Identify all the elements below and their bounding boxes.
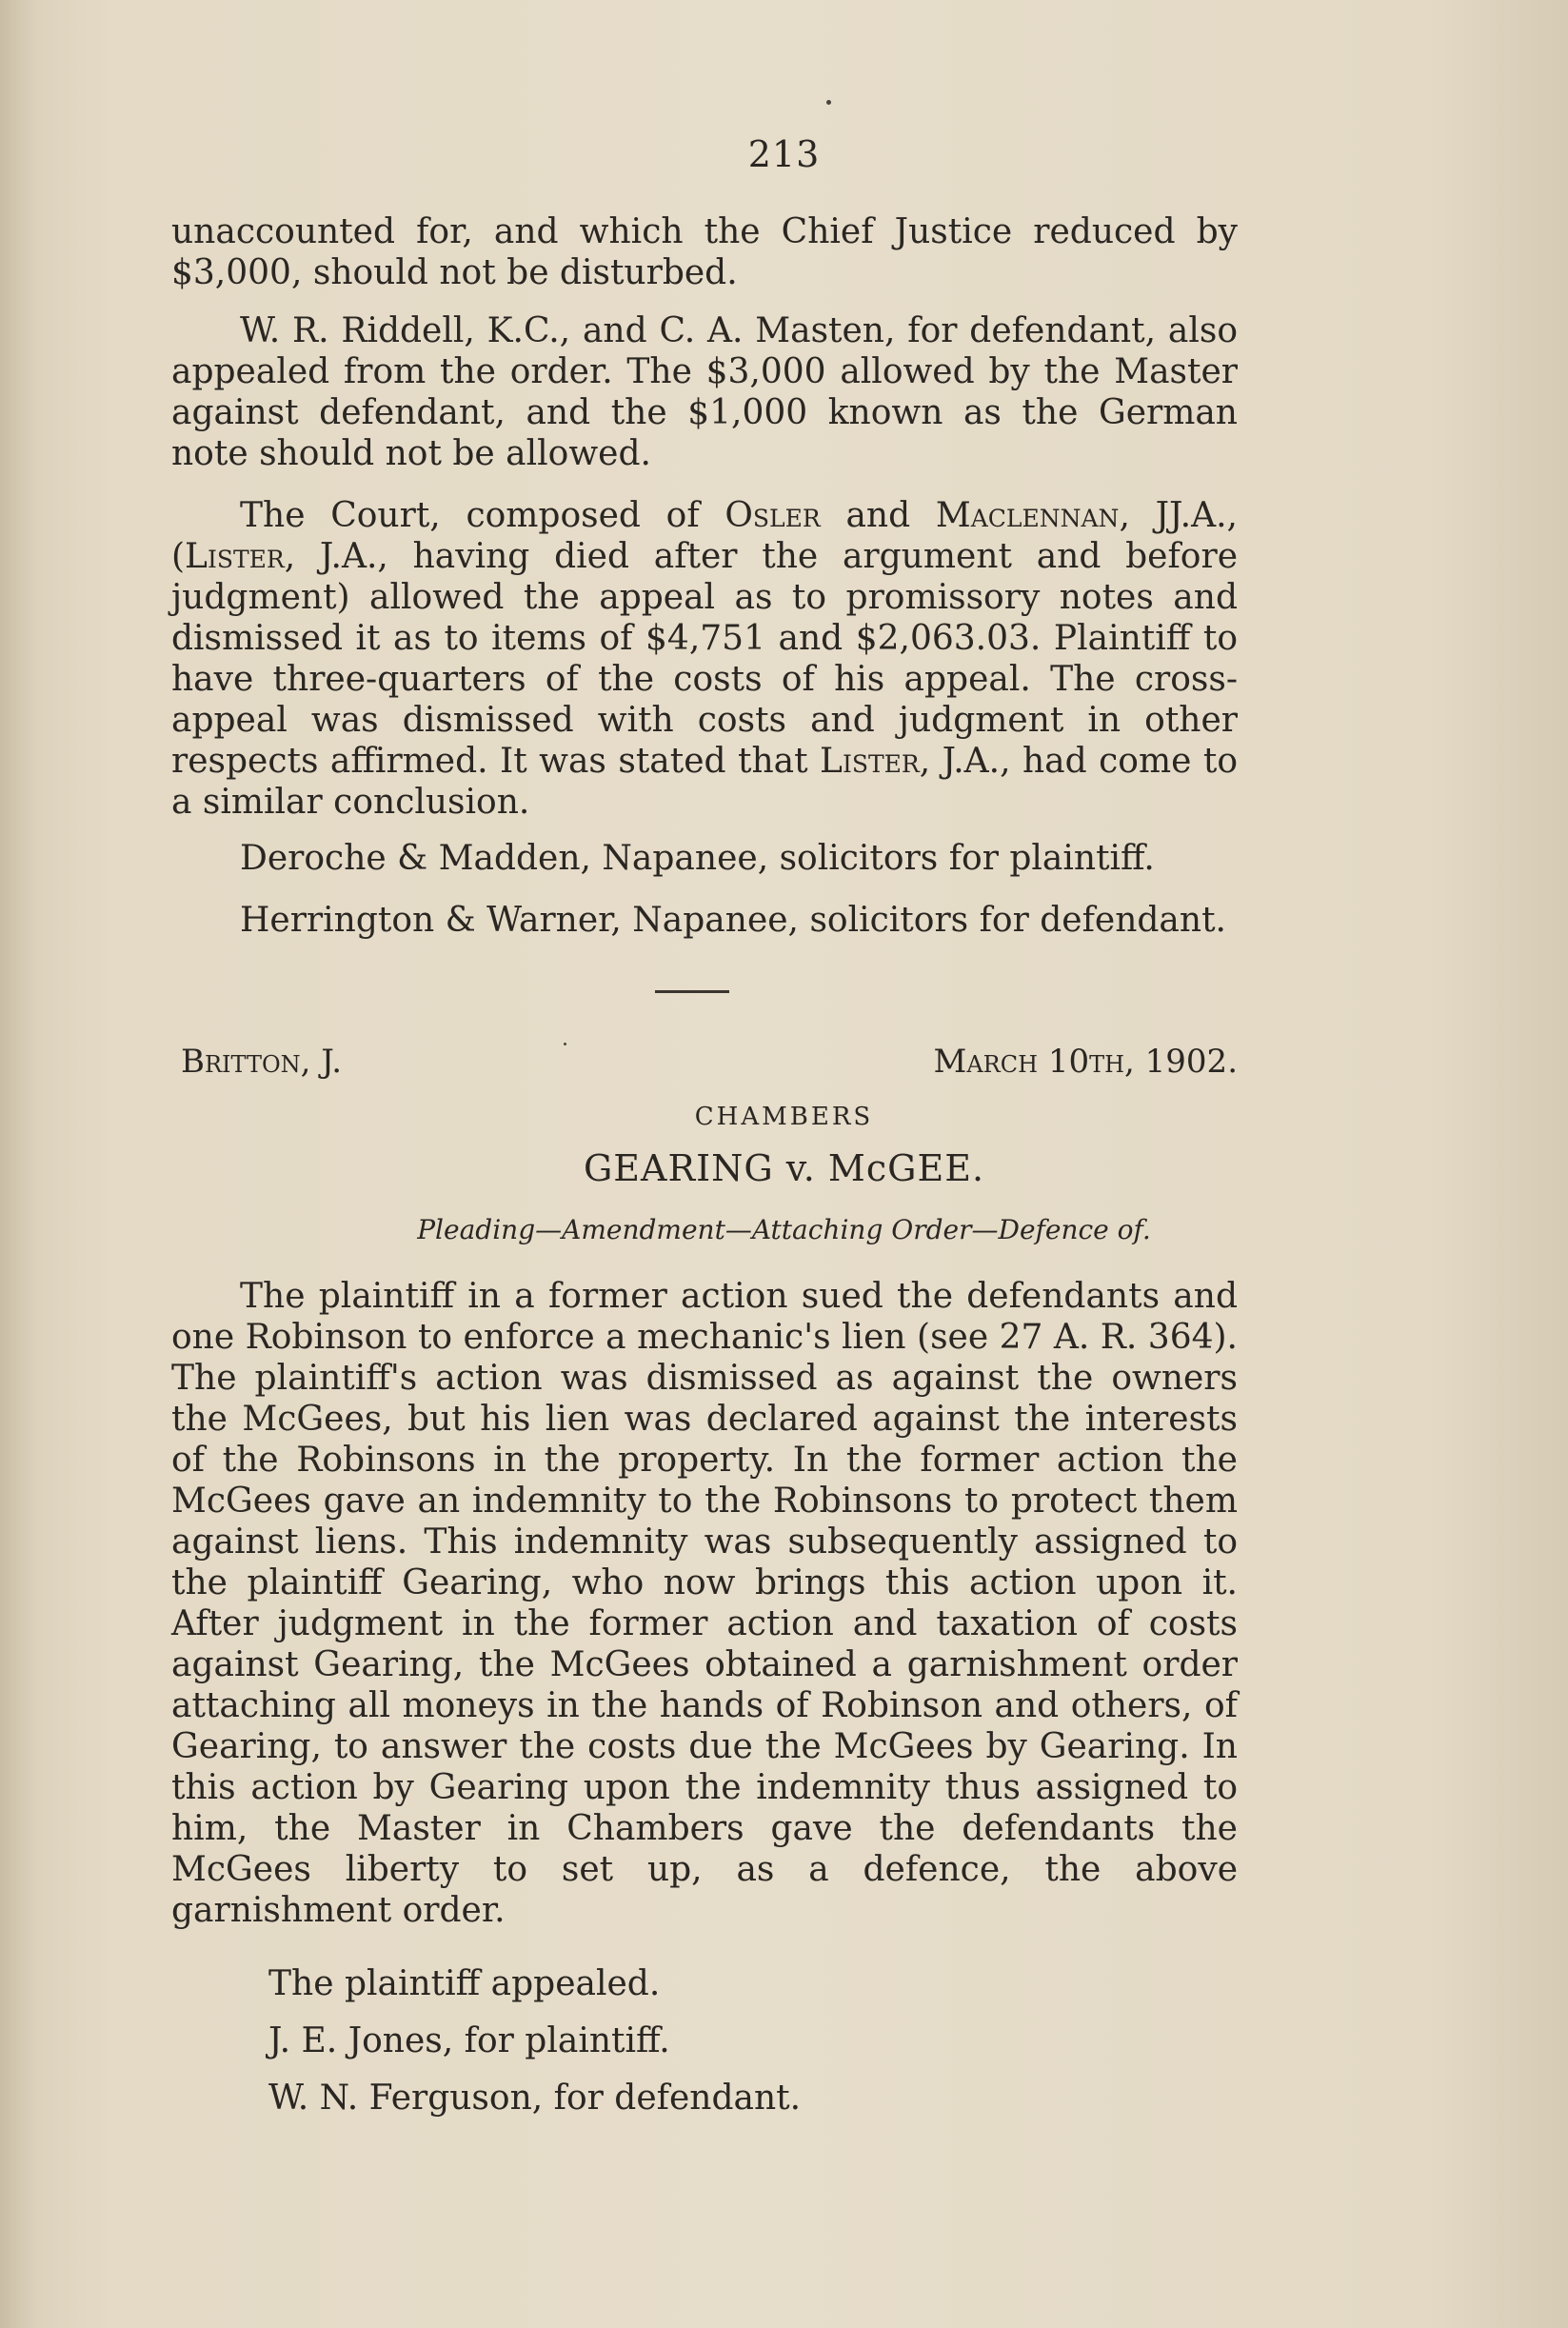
solicitor-plaintiff: Deroche & Madden, Napanee, solicitors for plaintiff. <box>240 839 1155 878</box>
page-number: 213 <box>747 133 821 175</box>
solicitor-defendant: Herrington & Warner, Napanee, solicitors for defendant. <box>240 901 1226 940</box>
case-title: GEARING v. McGEE. <box>583 1147 985 1189</box>
case-facts <box>171 1276 1238 1931</box>
paragraph-court-decision <box>171 495 1238 823</box>
counsel-plaintiff: J. E. Jones, for plaintiff. <box>268 2021 670 2060</box>
headnote: Pleading—Amendment—Attaching Order—Defence of. <box>417 1214 1151 1245</box>
paragraph-text: The plaintiff in a former action sued the defendants and one Robinson to enforce a mechanic's lien (see 27 A. R. 364). The plaintiff's action was dismissed as against the owners the McGees, but his lien was declared against the interests of the Robinsons in the property. In the former action the McGees gave an indemnity to the Robinsons to protect them against liens. This indemnity was subsequently assigned to the plaintiff Gearing, who now brings this action upon it. After judgment in the former action and taxation of costs against Gearing, the McGees obtained a garnishment order attaching all moneys in the hands of Robinson and others, of Gearing, to answer the costs due the McGees by Gearing. In this action by Gearing upon the indemnity thus assigned to him, the Master in Chambers gave the defendants the McGees liberty to set up, as a defence, the above garnishment order. <box>171 1277 1238 1930</box>
paragraph-text: unaccounted for, and which the Chief Justice reduced by $3,000, should not be disturbed. <box>171 212 1238 292</box>
court-name: CHAMBERS <box>694 1103 874 1131</box>
judge-name: Lister <box>185 537 285 576</box>
paragraph-text: W. R. Riddell, K.C., and C. A. Masten, for defendant, also appealed from the order. The $3,000 allowed by the Master against defendant, and the $1,000 known as the German note should not be allowed. <box>171 311 1238 473</box>
decision-date: March 10th, 1902. <box>933 1043 1238 1081</box>
paper-speck <box>564 1043 566 1045</box>
paragraph-text <box>171 495 1238 823</box>
case-header <box>181 1043 1238 1081</box>
counsel-defendant: W. N. Ferguson, for defendant. <box>268 2079 802 2118</box>
paragraph-continuation <box>171 211 1238 293</box>
judge: Britton, J. <box>181 1043 343 1081</box>
text-run: The Court, composed of <box>240 496 725 535</box>
judge-name: Lister <box>820 742 920 781</box>
paper-speck <box>826 100 831 105</box>
judge-name: Maclennan <box>935 496 1120 535</box>
text-run: and <box>820 496 936 535</box>
appeal-statement: The plaintiff appealed. <box>268 1964 661 2003</box>
text-run: , J.A., having died after the argument and before judgment) allowed the appeal as to promissory notes and dismissed it as to items of $4,751 and $2,063.03. Plaintiff to have three-quarters of the costs of his appeal. The cross-appeal was dismissed with costs and judgment in other respects affirmed. It was stated that <box>171 537 1238 781</box>
section-divider <box>655 990 729 993</box>
judge-name: Osler <box>724 496 821 535</box>
text-run: , JJ.A., ( <box>171 496 1238 576</box>
paragraph-counsel-appeal <box>171 310 1238 474</box>
text-run: , J.A., had come to a similar conclusion. <box>171 742 1238 822</box>
